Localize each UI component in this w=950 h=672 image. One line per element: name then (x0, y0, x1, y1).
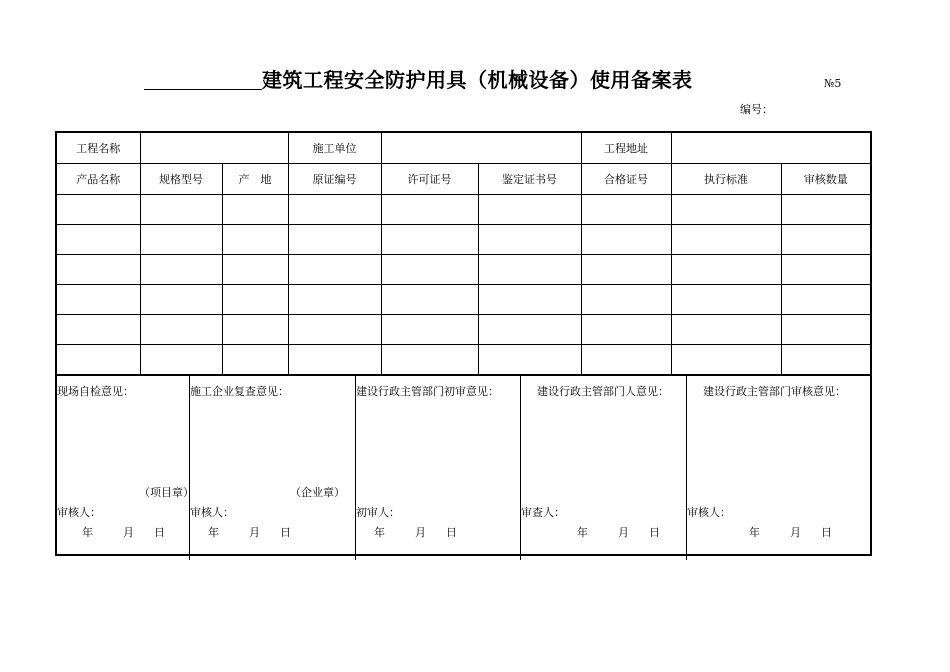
table-cell[interactable] (581, 285, 671, 315)
opinion-authority-person[interactable] (520, 376, 686, 560)
opinion-title: 施工企业复查意见： (190, 385, 289, 398)
contractor-field[interactable] (381, 133, 581, 164)
contractor-label: 施工单位 (288, 133, 381, 164)
col-header-model: 规格型号 (140, 164, 222, 195)
table-cell[interactable] (288, 285, 381, 315)
project-name-field[interactable] (140, 133, 288, 164)
col-header-license: 许可证号 (381, 164, 478, 195)
table-cell[interactable] (781, 225, 870, 255)
table-cell[interactable] (671, 225, 781, 255)
col-header-quantity: 审核数量 (781, 164, 870, 195)
col-header-origin: 产 地 (222, 164, 288, 195)
table-cell[interactable] (222, 255, 288, 285)
table-cell[interactable] (781, 255, 870, 285)
date-line (82, 524, 165, 540)
document-number: №5 (824, 77, 842, 90)
table-cell[interactable] (222, 345, 288, 375)
table-cell[interactable] (478, 195, 581, 225)
table-cell[interactable] (57, 225, 140, 255)
table-cell[interactable] (288, 345, 381, 375)
table-row (57, 225, 870, 255)
table-cell[interactable] (581, 345, 671, 375)
title-underline (144, 89, 262, 90)
opinion-authority-preliminary[interactable] (355, 376, 520, 560)
table-cell[interactable] (781, 345, 870, 375)
table-cell[interactable] (478, 255, 581, 285)
day-label: 日 (649, 526, 660, 539)
month-label: 月 (123, 526, 134, 539)
table-cell[interactable] (671, 345, 781, 375)
table-cell[interactable] (288, 225, 381, 255)
table-cell[interactable] (781, 285, 870, 315)
year-label: 年 (374, 526, 385, 539)
table-cell[interactable] (381, 315, 478, 345)
table-cell[interactable] (581, 195, 671, 225)
table-cell[interactable] (581, 225, 671, 255)
column-header-row (57, 164, 870, 195)
table-cell[interactable] (140, 225, 222, 255)
opinion-title: 现场自检意见： (57, 385, 134, 398)
date-line (208, 524, 291, 540)
date-line (749, 524, 832, 540)
table-cell[interactable] (288, 255, 381, 285)
table-cell[interactable] (57, 195, 140, 225)
table-cell[interactable] (671, 285, 781, 315)
enterprise-seal-label: （企业章） (290, 486, 345, 499)
opinion-enterprise-review[interactable] (189, 376, 355, 560)
table-cell[interactable] (478, 345, 581, 375)
col-header-standard: 执行标准 (671, 164, 781, 195)
table-row (57, 345, 870, 375)
signer-label: 审核人： (57, 506, 101, 519)
table-cell[interactable] (581, 315, 671, 345)
opinion-title: 建设行政主管部门人意见： (537, 385, 669, 398)
product-table (57, 133, 870, 375)
month-label: 月 (249, 526, 260, 539)
table-row (57, 255, 870, 285)
table-cell[interactable] (140, 285, 222, 315)
table-cell[interactable] (57, 345, 140, 375)
table-cell[interactable] (671, 315, 781, 345)
day-label: 日 (446, 526, 457, 539)
opinion-site-self-check[interactable] (57, 376, 194, 560)
table-cell[interactable] (381, 285, 478, 315)
opinion-section (57, 375, 870, 560)
year-label: 年 (208, 526, 219, 539)
table-cell[interactable] (781, 195, 870, 225)
record-form (55, 131, 872, 556)
opinion-title: 建设行政主管部门审核意见： (703, 385, 846, 398)
project-seal-label: （项目章） (139, 486, 194, 499)
table-cell[interactable] (381, 255, 478, 285)
table-cell[interactable] (57, 285, 140, 315)
table-cell[interactable] (140, 345, 222, 375)
month-label: 月 (415, 526, 426, 539)
table-row (57, 195, 870, 225)
project-address-field[interactable] (671, 133, 870, 164)
table-cell[interactable] (222, 285, 288, 315)
col-header-qualification-cert: 合格证号 (581, 164, 671, 195)
project-address-label: 工程地址 (581, 133, 671, 164)
table-cell[interactable] (288, 315, 381, 345)
signer-label: 审查人： (521, 506, 565, 519)
table-cell[interactable] (478, 315, 581, 345)
table-cell[interactable] (57, 255, 140, 285)
table-cell[interactable] (222, 195, 288, 225)
table-cell[interactable] (222, 315, 288, 345)
table-cell[interactable] (140, 195, 222, 225)
col-header-original-cert: 原证编号 (288, 164, 381, 195)
table-cell[interactable] (581, 255, 671, 285)
table-row (57, 315, 870, 345)
table-cell[interactable] (381, 225, 478, 255)
day-label: 日 (280, 526, 291, 539)
year-label: 年 (749, 526, 760, 539)
year-label: 年 (577, 526, 588, 539)
page-title: 建筑工程安全防护用具（机械设备）使用备案表 (262, 68, 693, 92)
project-info-row (57, 133, 870, 164)
opinion-authority-final[interactable] (686, 376, 870, 560)
date-line (374, 524, 457, 540)
table-cell[interactable] (478, 285, 581, 315)
signer-label: 审核人： (687, 506, 731, 519)
signer-label: 审核人： (190, 506, 234, 519)
col-header-product-name: 产品名称 (57, 164, 140, 195)
day-label: 日 (154, 526, 165, 539)
table-cell[interactable] (140, 255, 222, 285)
table-cell[interactable] (478, 225, 581, 255)
month-label: 月 (618, 526, 629, 539)
opinion-title: 建设行政主管部门初审意见： (356, 385, 499, 398)
table-cell[interactable] (381, 195, 478, 225)
col-header-appraisal-cert: 鉴定证书号 (478, 164, 581, 195)
signer-label: 初审人： (356, 506, 400, 519)
table-cell[interactable] (671, 195, 781, 225)
project-name-label: 工程名称 (57, 133, 140, 164)
table-cell[interactable] (57, 315, 140, 345)
table-cell[interactable] (222, 225, 288, 255)
table-cell[interactable] (140, 315, 222, 345)
day-label: 日 (821, 526, 832, 539)
month-label: 月 (790, 526, 801, 539)
table-cell[interactable] (781, 315, 870, 345)
serial-number-label: 编号： (740, 103, 773, 116)
table-cell[interactable] (671, 255, 781, 285)
year-label: 年 (82, 526, 93, 539)
table-cell[interactable] (381, 345, 478, 375)
date-line (577, 524, 660, 540)
table-row (57, 285, 870, 315)
table-cell[interactable] (288, 195, 381, 225)
